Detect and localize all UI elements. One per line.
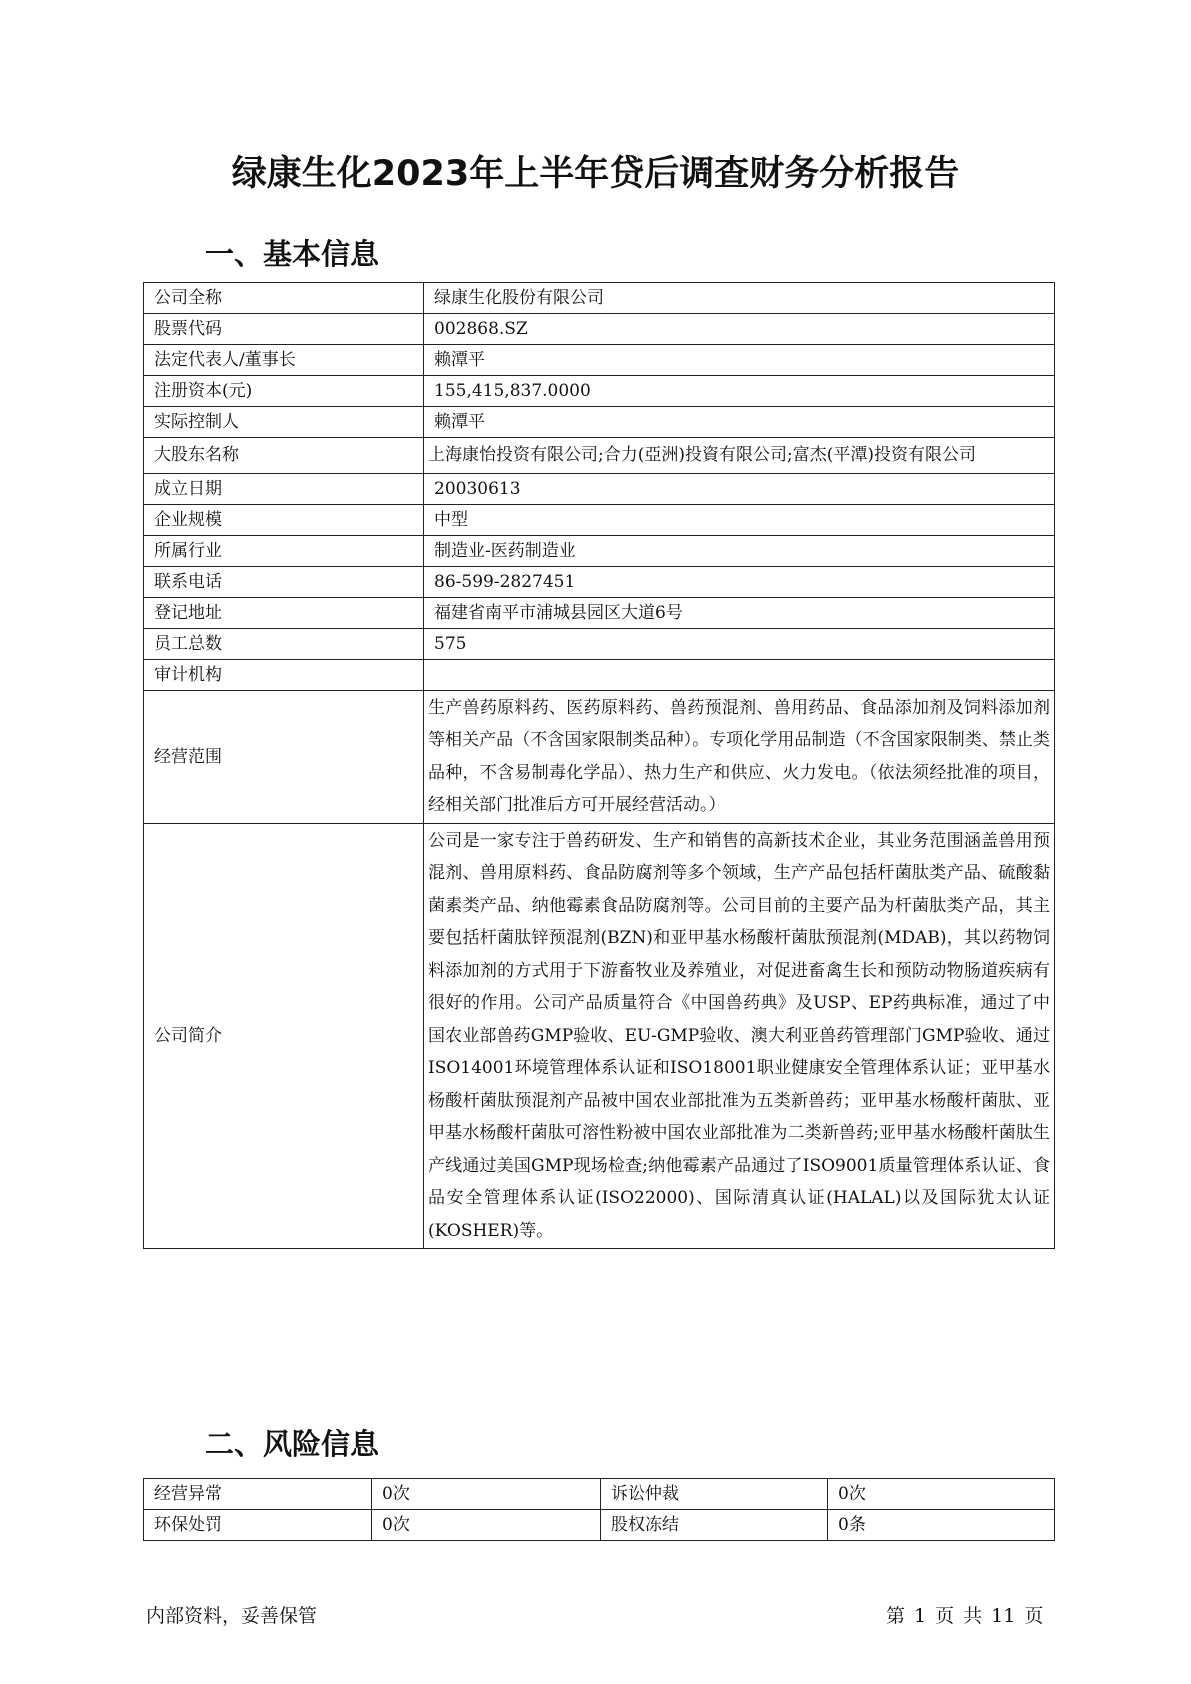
table-row bbox=[144, 504, 1055, 535]
field-value: 赖潭平 bbox=[424, 345, 1055, 376]
table-row bbox=[144, 628, 1055, 659]
table-row bbox=[144, 314, 1055, 345]
field-label: 登记地址 bbox=[144, 597, 424, 628]
table-row bbox=[144, 438, 1055, 474]
page-num: 1 bbox=[914, 1605, 927, 1627]
field-label: 股票代码 bbox=[144, 314, 424, 345]
field-label: 公司简介 bbox=[144, 823, 424, 1249]
field-label: 所属行业 bbox=[144, 535, 424, 566]
footer-page-number bbox=[886, 1601, 1052, 1628]
field-label: 实际控制人 bbox=[144, 407, 424, 438]
table-row bbox=[144, 690, 1055, 823]
table-row bbox=[144, 659, 1055, 690]
field-value: 20030613 bbox=[424, 473, 1055, 504]
field-value: 绿康生化股份有限公司 bbox=[424, 283, 1055, 314]
table-row bbox=[144, 823, 1055, 1249]
page-prefix: 第 bbox=[886, 1605, 906, 1627]
table-row bbox=[144, 345, 1055, 376]
field-value: 155,415,837.0000 bbox=[424, 376, 1055, 407]
field-label: 大股东名称 bbox=[144, 438, 424, 474]
risk-label: 股权冻结 bbox=[601, 1510, 828, 1541]
risk-label: 环保处罚 bbox=[144, 1510, 372, 1541]
table-row bbox=[144, 535, 1055, 566]
table-row bbox=[144, 566, 1055, 597]
section-heading-risk-info: 二、风险信息 bbox=[205, 1427, 380, 1461]
table-row bbox=[144, 597, 1055, 628]
risk-value: 0次 bbox=[372, 1479, 601, 1510]
risk-value: 0次 bbox=[372, 1510, 601, 1541]
field-value: 575 bbox=[424, 628, 1055, 659]
field-label: 审计机构 bbox=[144, 659, 424, 690]
basic-info-table bbox=[143, 282, 1055, 1249]
field-label: 注册资本(元) bbox=[144, 376, 424, 407]
field-label: 联系电话 bbox=[144, 566, 424, 597]
footer-confidential-note: 内部资料，妥善保管 bbox=[146, 1605, 318, 1627]
field-value: 制造业-医药制造业 bbox=[424, 535, 1055, 566]
field-label: 法定代表人/董事长 bbox=[144, 345, 424, 376]
risk-info-table bbox=[143, 1478, 1055, 1541]
report-title: 绿康生化2023年上半年贷后调查财务分析报告 bbox=[231, 154, 960, 194]
field-label: 公司全称 bbox=[144, 283, 424, 314]
field-value bbox=[424, 659, 1055, 690]
table-row bbox=[144, 283, 1055, 314]
table-row bbox=[144, 1479, 1055, 1510]
table-row bbox=[144, 473, 1055, 504]
table-row bbox=[144, 1510, 1055, 1541]
field-value: 中型 bbox=[424, 504, 1055, 535]
table-row bbox=[144, 376, 1055, 407]
field-label: 经营范围 bbox=[144, 690, 424, 823]
field-value: 赖潭平 bbox=[424, 407, 1055, 438]
field-label: 员工总数 bbox=[144, 628, 424, 659]
risk-value: 0次 bbox=[828, 1479, 1055, 1510]
page-mid: 页 bbox=[935, 1605, 955, 1627]
total-suffix: 页 bbox=[1024, 1605, 1044, 1627]
table-row bbox=[144, 407, 1055, 438]
field-value: 福建省南平市浦城县园区大道6号 bbox=[424, 597, 1055, 628]
total-num: 11 bbox=[991, 1605, 1016, 1627]
risk-label: 诉讼仲裁 bbox=[601, 1479, 828, 1510]
field-value: 上海康怡投资有限公司;合力(亞洲)投資有限公司;富杰(平潭)投资有限公司 bbox=[424, 438, 1055, 474]
field-value: 86-599-2827451 bbox=[424, 566, 1055, 597]
section-heading-basic-info: 一、基本信息 bbox=[205, 237, 380, 271]
total-prefix: 共 bbox=[963, 1605, 983, 1627]
field-label: 企业规模 bbox=[144, 504, 424, 535]
risk-label: 经营异常 bbox=[144, 1479, 372, 1510]
risk-value: 0条 bbox=[828, 1510, 1055, 1541]
field-value-company-profile: 公司是一家专注于兽药研发、生产和销售的高新技术企业，其业务范围涵盖兽用预混剂、兽用原料药、食品防腐剂等多个领域，生产产品包括杆菌肽类产品、硫酸黏菌素类产品、纳他霉素食品防腐剂等。公司目前的主要产品为杆菌肽类产品，其主要包括杆菌肽锌预混剂(BZN)和亚甲基水杨酸杆菌肽预混剂(MDAB)，其以药物饲料添加剂的方式用于下游畜牧业及养殖业，对促进畜禽生长和预防动物肠道疾病有很好的作用。公司产品质量符合《中国兽药典》及USP、EP药典标准，通过了中国农业部兽药GMP验收、EU-GMP验收、澳大利亚兽药管理部门GMP验收、通过ISO14001环境管理体系认证和ISO18001职业健康安全管理体系认证；亚甲基水杨酸杆菌肽预混剂产品被中国农业部批准为五类新兽药；亚甲基水杨酸杆菌肽、亚甲基水杨酸杆菌肽可溶性粉被中国农业部批准为二类新兽药;亚甲基水杨酸杆菌肽生产线通过美国GMP现场检查;纳他霉素产品通过了ISO9001质量管理体系认证、食品安全管理体系认证(ISO22000)、国际清真认证(HALAL)以及国际犹太认证(KOSHER)等。 bbox=[424, 823, 1055, 1249]
field-value: 002868.SZ bbox=[424, 314, 1055, 345]
field-value-business-scope: 生产兽药原料药、医药原料药、兽药预混剂、兽用药品、食品添加剂及饲料添加剂等相关产品（不含国家限制类品种）。专项化学用品制造（不含国家限制类、禁止类品种，不含易制毒化学品）、热力生产和供应、火力发电。（依法须经批准的项目，经相关部门批准后方可开展经营活动。） bbox=[424, 690, 1055, 823]
field-label: 成立日期 bbox=[144, 473, 424, 504]
